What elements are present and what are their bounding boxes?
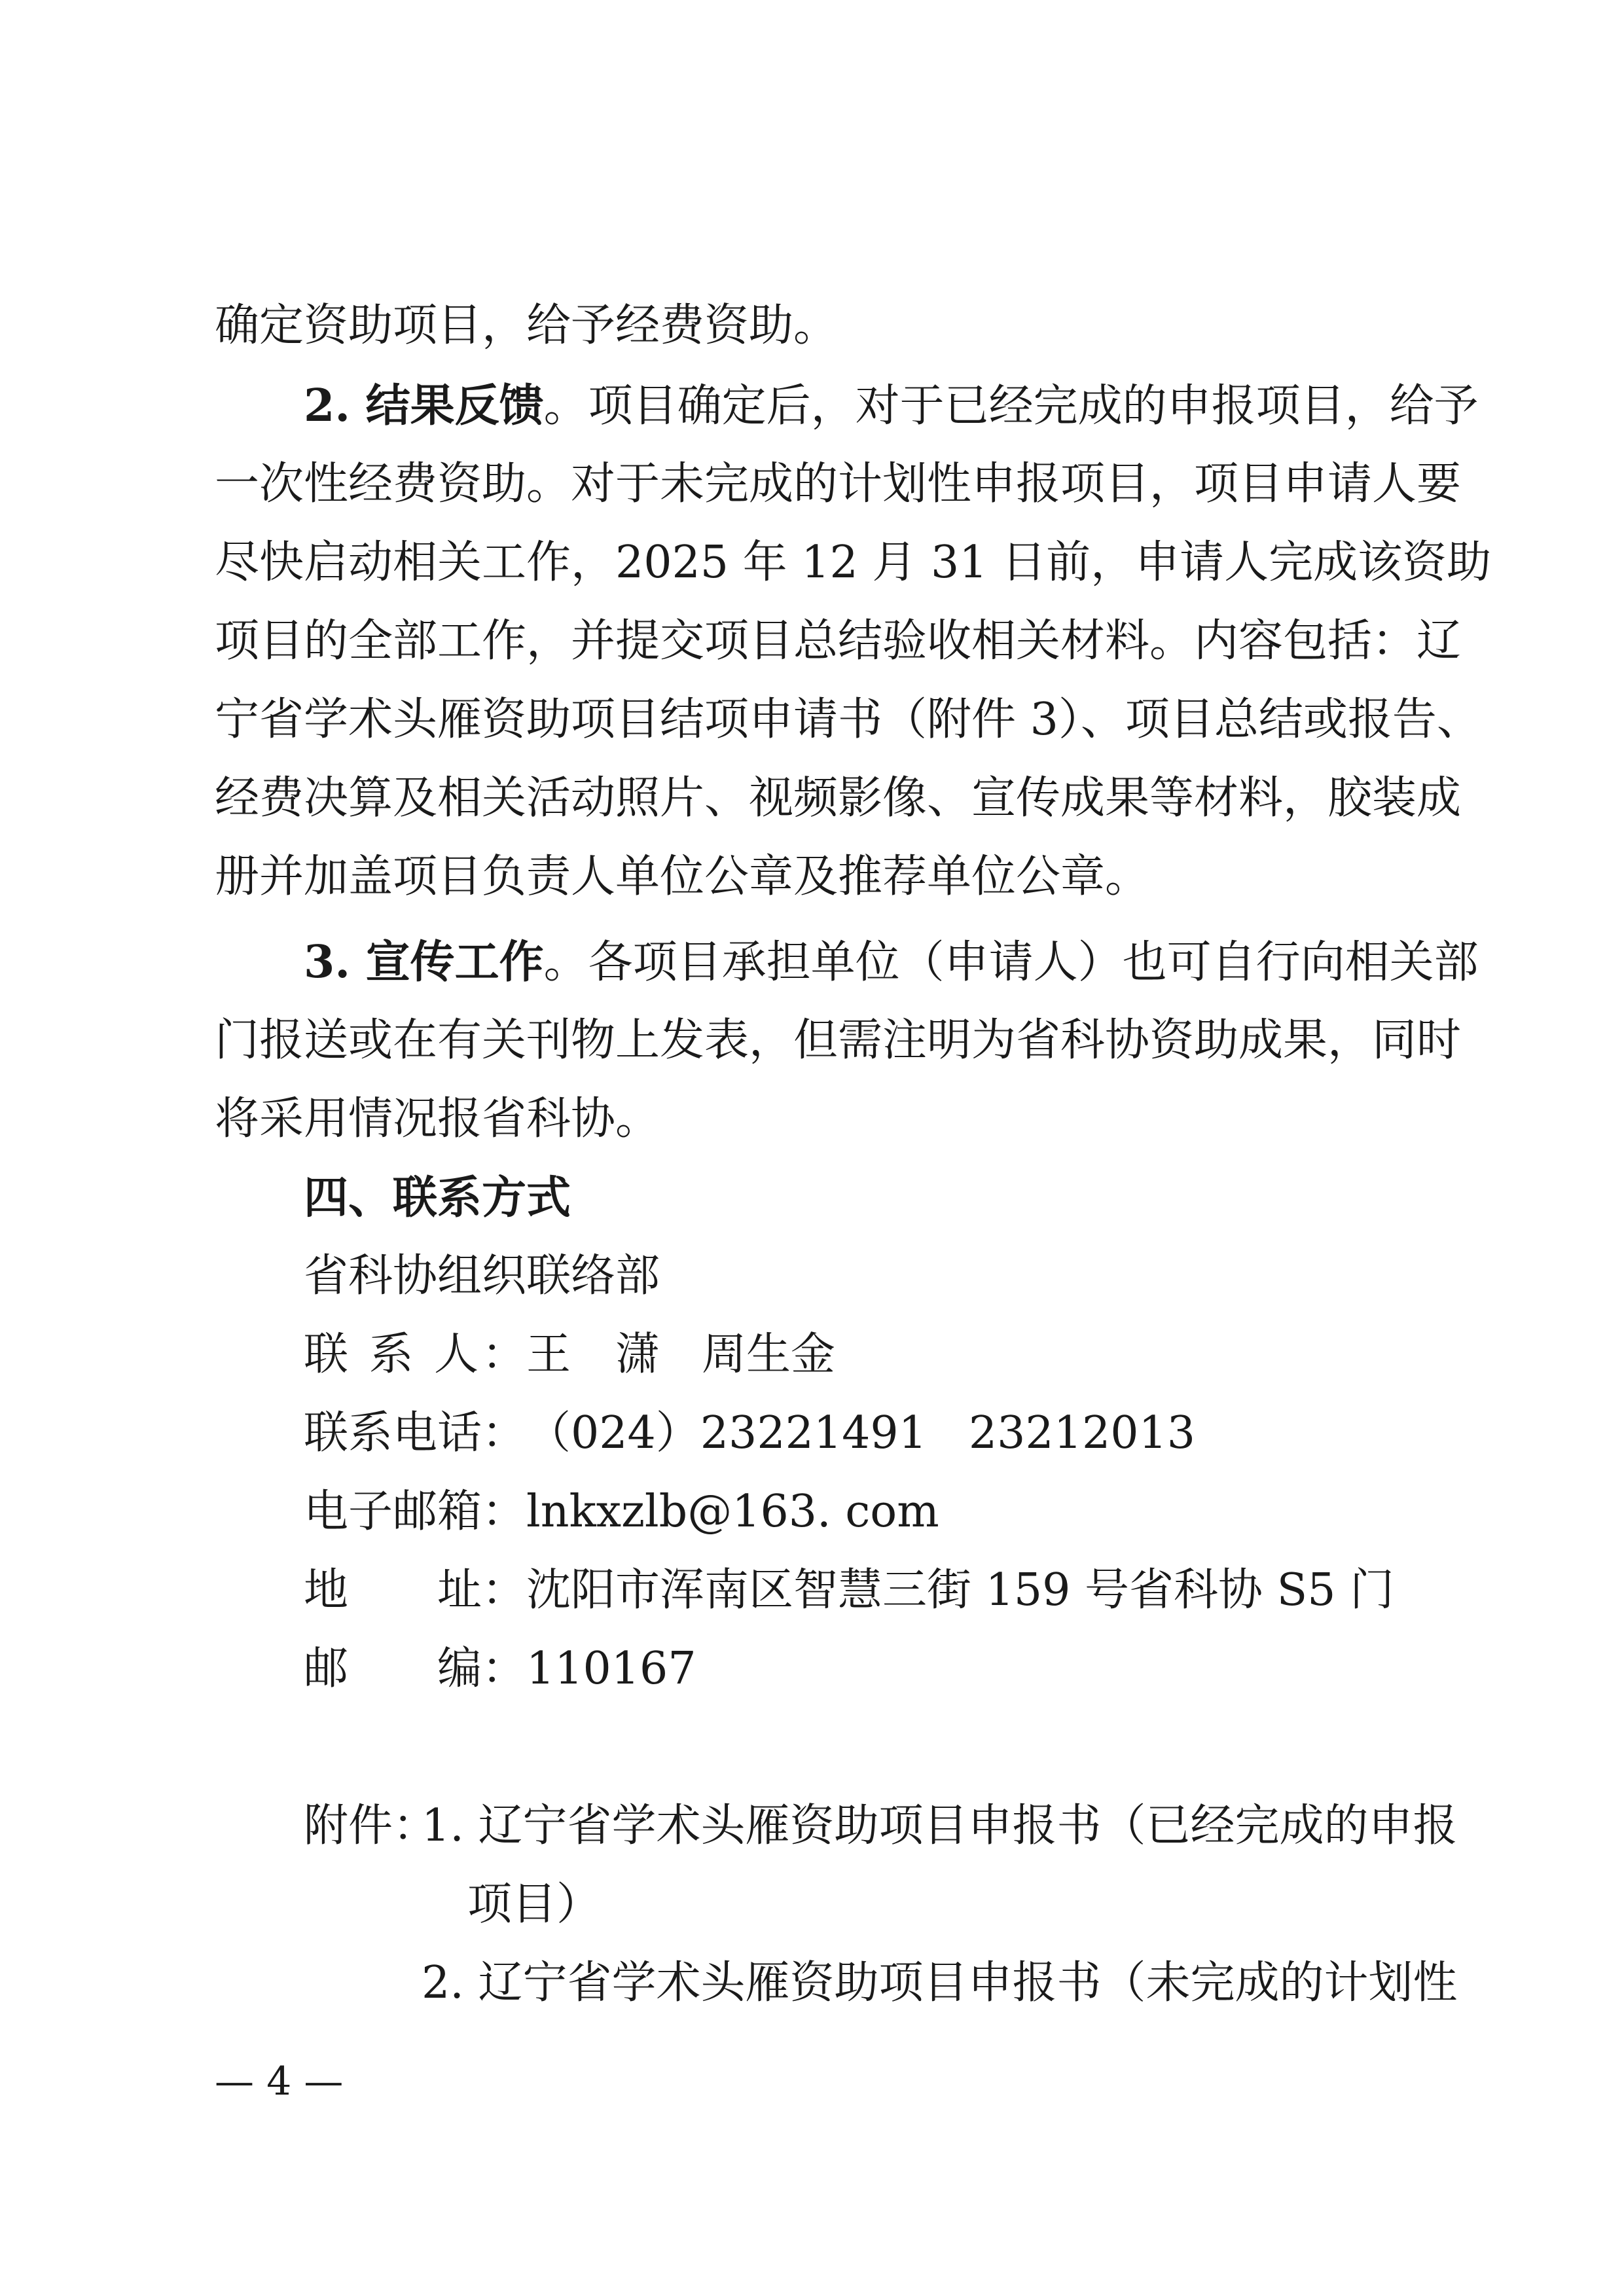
text-span: 尽快启动相关工作，2025 年 12 月 31 日前，申请人完成该资助 <box>215 537 1492 588</box>
text-span: 确定资助项目，给予经费资助。 <box>215 300 839 351</box>
contact-phone-row <box>304 1401 1195 1466</box>
item-2-first-line <box>304 373 1479 439</box>
paragraph-line <box>215 687 1481 753</box>
contact-phone-2: 23212013 <box>968 1407 1196 1459</box>
contact-email: lnkxzlb@163. com <box>526 1486 939 1538</box>
item-3-heading: 3. 宣传工作 <box>304 936 544 988</box>
attachment-item-1-line-1: 1. 辽宁省学术头雁资助项目申报书（已经完成的申报 <box>422 1800 1458 1852</box>
contact-phone-label: 联系电话： <box>304 1407 527 1459</box>
attachments-label: 附件： <box>304 1800 438 1852</box>
text-span: 册并加盖项目负责人单位公章及推荐单位公章。 <box>215 851 1150 903</box>
item-3-first-line <box>304 929 1479 996</box>
text-span: 项目的全部工作，并提交项目总结验收相关材料。内容包括：辽 <box>215 615 1462 667</box>
text-span: 。项目确定后，对于已经完成的申报项目，给予 <box>543 380 1479 432</box>
contact-email-row <box>304 1479 939 1545</box>
contact-phone-1: （024）23221491 <box>526 1407 927 1459</box>
text-span: 一次性经费资助。对于未完成的计划性申报项目，项目申请人要 <box>215 458 1462 510</box>
page-number: — 4 — <box>215 2059 344 2104</box>
paragraph-line <box>215 293 838 359</box>
attachment-item-1-line-2: 项目） <box>467 1879 602 1930</box>
contact-person-row <box>304 1322 835 1388</box>
paragraph-line <box>215 844 1149 910</box>
contact-person-label: 联 系 人： <box>304 1329 526 1380</box>
text-span: 门报送或在有关刊物上发表，但需注明为省科协资助成果，同时 <box>215 1015 1462 1066</box>
contact-postcode: 110167 <box>526 1643 696 1695</box>
org-name: 省科协组织联络部 <box>304 1250 660 1302</box>
contact-postcode-label: 邮 编： <box>304 1643 527 1695</box>
attachment-item-2-line-1: 2. 辽宁省学术头雁资助项目申报书（未完成的计划性 <box>422 1957 1458 2009</box>
contact-address-label: 地 址： <box>304 1564 527 1616</box>
paragraph-line <box>215 530 1492 596</box>
paragraph-line <box>215 1087 660 1152</box>
contact-email-label: 电子邮箱： <box>304 1486 527 1538</box>
text-span: 。各项目承担单位（申请人）也可自行向相关部 <box>543 937 1479 988</box>
contact-address-row <box>304 1558 1394 1623</box>
paragraph-line <box>215 1008 1462 1073</box>
paragraph-line <box>215 452 1462 517</box>
contact-postcode-row <box>304 1636 696 1702</box>
contact-address: 沈阳市浑南区智慧三街 159 号省科协 S5 门 <box>526 1564 1395 1616</box>
contact-person-1: 王 潇 <box>526 1329 660 1380</box>
paragraph-line <box>215 766 1462 831</box>
text-span: 经费决算及相关活动照片、视频影像、宣传成果等材料，胶装成 <box>215 772 1462 824</box>
text-span: 将采用情况报省科协。 <box>215 1093 660 1145</box>
paragraph-line <box>215 609 1462 674</box>
contact-person-2: 周生金 <box>702 1329 836 1380</box>
item-2-heading: 2. 结果反馈 <box>304 380 544 432</box>
text-span: 宁省学术头雁资助项目结项申请书（附件 3）、项目总结或报告、 <box>215 694 1481 746</box>
section-heading: 四、联系方式 <box>304 1172 571 1224</box>
